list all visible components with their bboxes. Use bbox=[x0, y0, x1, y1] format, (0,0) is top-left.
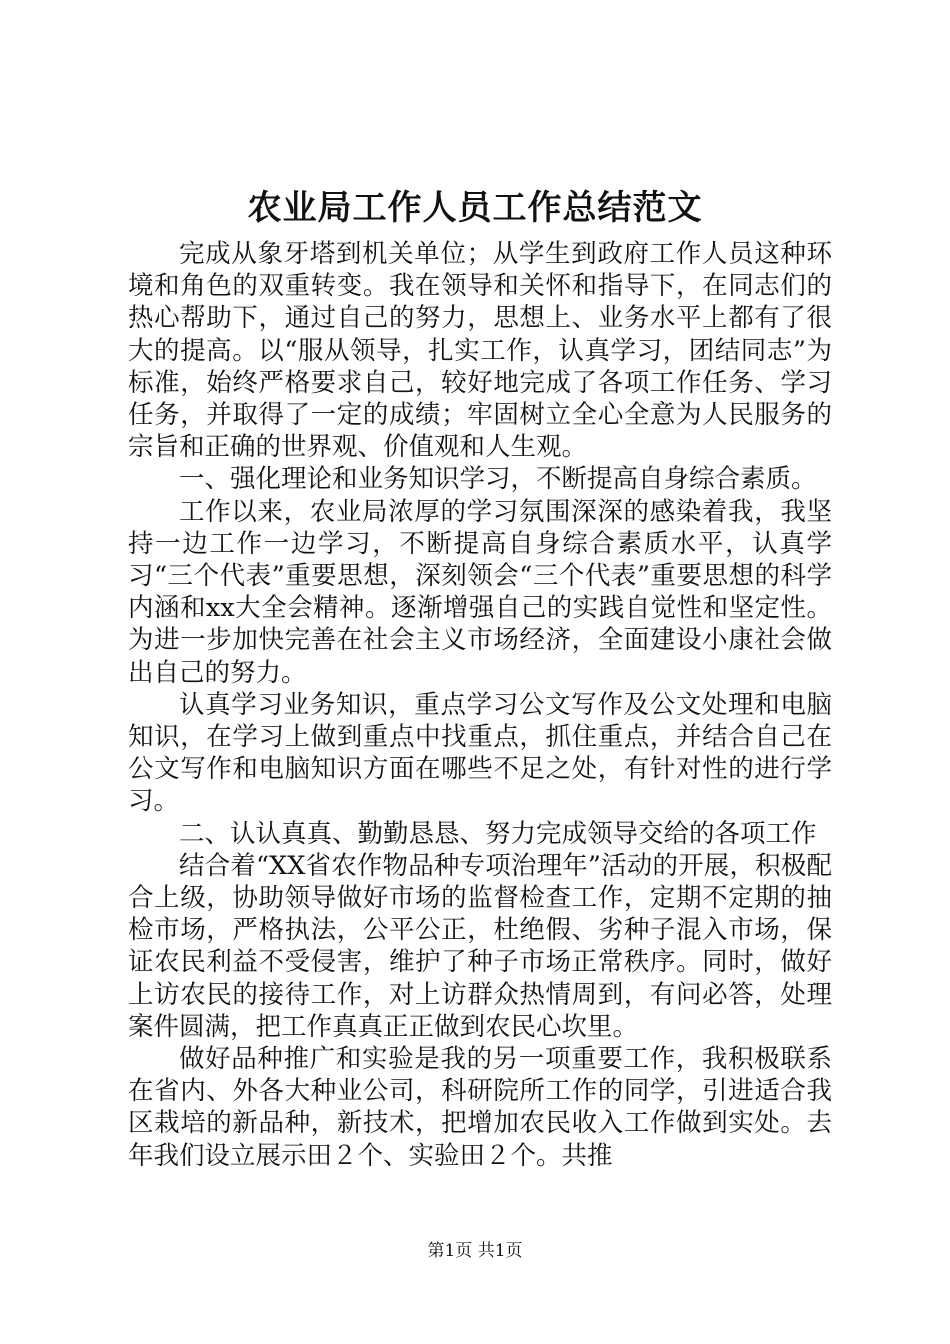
paragraph-variety-promotion: 做好品种推广和实验是我的另一项重要工作，我积极联系在省内、外各大种业公司，科研院所工作的同学，引进适合我区栽培的新品种，新技术，把增加农民收入工作做到实处。去年我们设立展示田２个、实验田２个。共推 bbox=[128, 1044, 832, 1171]
section-heading-2: 二、认认真真、勤勤恳恳、努力完成领导交给的各项工作 bbox=[179, 818, 817, 849]
paragraph-market-supervision: 结合着“XX省农作物品种专项治理年”活动的开展，积极配合上级，协助领导做好市场的监督检查工作，定期不定期的抽检市场，严格执法，公平公正，杜绝假、劣种子混入市场，保证农民利益不受侵害，维护了种子市场正常秩序。同时，做好上访农民的接待工作，对上访群众热情周到，有问必答，处理案件圆满，把工作真真正正做到农民心坎里。 bbox=[128, 850, 832, 1042]
paragraph-intro: 完成从象牙塔到机关单位；从学生到政府工作人员这种环境和角色的双重转变。我在领导和关怀和指导下，在同志们的热心帮助下，通过自己的努力，思想上、业务水平上都有了很大的提高。以“服从领导，扎实工作，认真学习，团结同志”为标准，始终严格要求自己，较好地完成了各项工作任务、学习任务，并取得了一定的成绩；牢固树立全心全意为人民服务的宗旨和正确的世界观、价值观和人生观。 bbox=[128, 239, 832, 463]
paragraph-business-knowledge: 认真学习业务知识，重点学习公文写作及公文处理和电脑知识，在学习上做到重点中找重点，抓住重点，并结合自己在公文写作和电脑知识方面在哪些不足之处，有针对性的进行学习。 bbox=[128, 689, 832, 817]
page-footer: 第1页 共1页 bbox=[427, 1241, 523, 1261]
document-title: 农业局工作人员工作总结范文 bbox=[247, 188, 703, 228]
section-heading-1: 一、强化理论和业务知识学习，不断提高自身综合素质。 bbox=[179, 464, 817, 495]
paragraph-study: 工作以来，农业局浓厚的学习氛围深深的感染着我，我坚持一边工作一边学习，不断提高自身综合素质水平，认真学习“三个代表”重要思想，深刻领会“三个代表”重要思想的科学内涵和xx大全会精神。逐渐增强自己的实践自觉性和坚定性。为进一步加快完善在社会主义市场经济，全面建设小康社会做出自己的努力。 bbox=[128, 496, 832, 688]
document-body bbox=[128, 238, 832, 1172]
